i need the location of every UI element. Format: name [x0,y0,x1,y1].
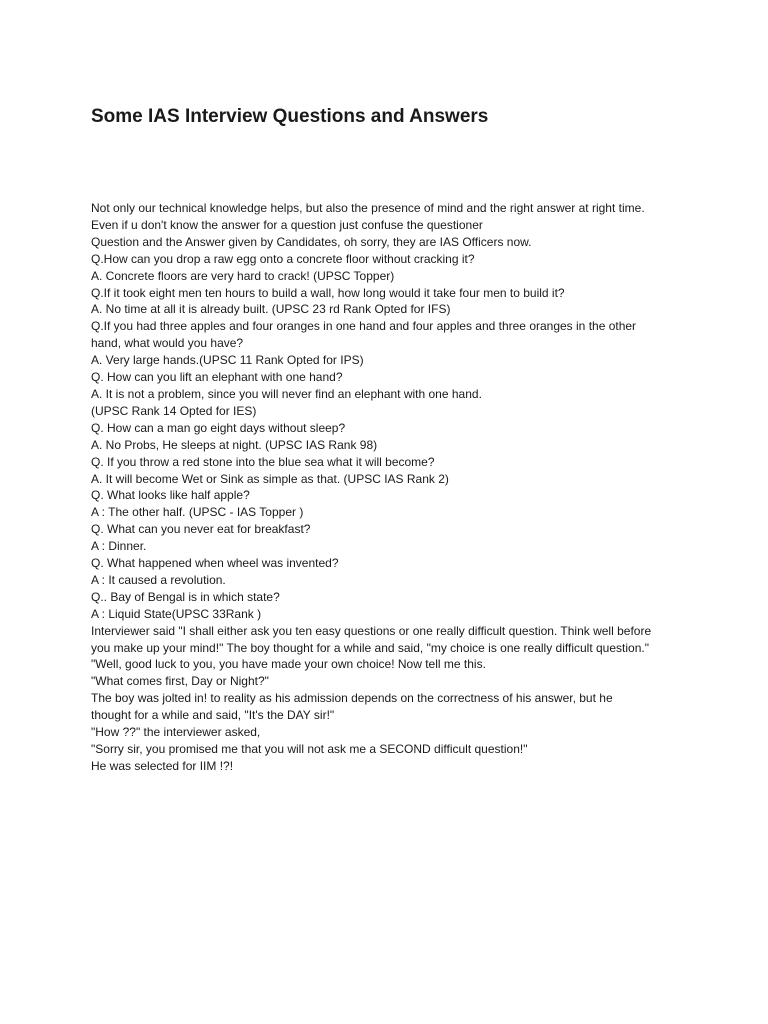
text-line: thought for a while and said, "It's the DAY sir!" [91,708,335,723]
text-line: Interviewer said "I shall either ask you ten easy questions or one really difficult question. Think well before [91,623,652,638]
document-body [91,200,691,775]
text-line: He was selected for IIM !?! [91,758,234,773]
text-line: A. Concrete floors are very hard to crack! (UPSC Topper) [91,268,395,283]
text-line: Q.If it took eight men ten hours to build a wall, how long would it take four men to build it? [91,285,565,300]
text-line: A : Liquid State(UPSC 33Rank ) [91,606,262,621]
text-line: A : The other half. (UPSC - IAS Topper ) [91,505,304,520]
text-line: "How ??" the interviewer asked, [91,725,261,740]
text-line: Question and the Answer given by Candidates, oh sorry, they are IAS Officers now. [91,234,532,249]
text-line: Q. If you throw a red stone into the blue sea what it will become? [91,454,435,469]
text-line: The boy was jolted in! to reality as his admission depends on the correctness of his answer, but he [91,691,613,706]
document-title: Some IAS Interview Questions and Answers [91,106,489,127]
text-line: A : Dinner. [91,539,147,554]
text-line: Q. How can you lift an elephant with one hand? [91,370,343,385]
text-line: (UPSC Rank 14 Opted for IES) [91,403,257,418]
text-line: Q. How can a man go eight days without sleep? [91,420,346,435]
text-line: "What comes first, Day or Night?" [91,674,269,689]
text-line: Q.How can you drop a raw egg onto a concrete floor without cracking it? [91,251,475,266]
text-line: Q. What happened when wheel was invented? [91,556,339,571]
text-line: Q. What can you never eat for breakfast? [91,522,311,537]
text-line: A. It will become Wet or Sink as simple as that. (UPSC IAS Rank 2) [91,471,449,486]
text-line: you make up your mind!" The boy thought for a while and said, "my choice is one really difficult question." [91,640,649,655]
text-line: A. It is not a problem, since you will never find an elephant with one hand. [91,386,482,401]
text-line: A. No time at all it is already built. (UPSC 23 rd Rank Opted for IFS) [91,302,451,317]
text-line: Even if u don't know the answer for a question just confuse the questioner [91,217,483,232]
text-line: Q.. Bay of Bengal is in which state? [91,589,280,604]
text-line: "Well, good luck to you, you have made your own choice! Now tell me this. [91,657,486,672]
text-line: A. No Probs, He sleeps at night. (UPSC IAS Rank 98) [91,437,378,452]
text-line: A : It caused a revolution. [91,572,226,587]
text-line: A. Very large hands.(UPSC 11 Rank Opted for IPS) [91,353,364,368]
text-line: hand, what would you have? [91,336,244,351]
text-line: Not only our technical knowledge helps, but also the presence of mind and the right answer at right time. [91,201,645,215]
text-line: "Sorry sir, you promised me that you will not ask me a SECOND difficult question!" [91,742,528,756]
text-line: Q.If you had three apples and four oranges in one hand and four apples and three oranges in the other [91,319,637,334]
text-line: Q. What looks like half apple? [91,488,250,503]
